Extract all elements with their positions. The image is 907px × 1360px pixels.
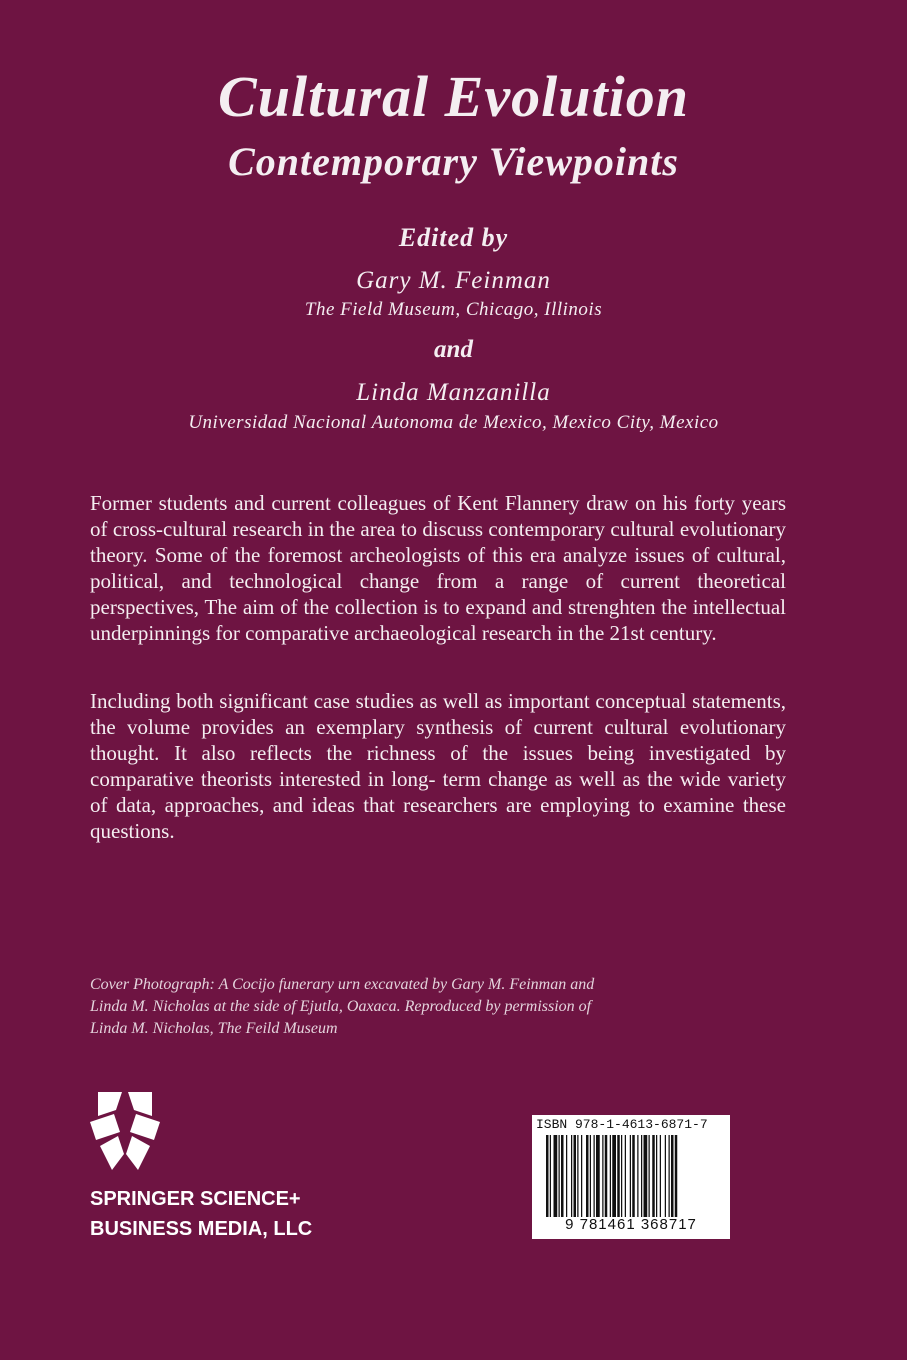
barcode-bar [660,1135,661,1217]
cover-credit-line-1: Cover Photograph: A Cocijo funerary urn excavated by Gary M. Feinman and [90,976,595,993]
publisher-line-2: BUSINESS MEDIA, LLC [90,1218,313,1240]
cover-credit-line-3: Linda M. Nicholas, The Feild Museum [90,1020,338,1037]
barcode-bar [554,1135,558,1217]
barcode-bar [644,1135,648,1217]
barcode-bar [602,1135,603,1217]
barcode-digits: 9 781461 368717 [565,1216,697,1233]
barcode-bar [574,1135,577,1217]
publisher-name [90,1184,312,1244]
barcode-bar [586,1135,589,1217]
barcode-bar [546,1135,549,1217]
barcode-bar [625,1135,626,1217]
barcode-bars-icon [544,1135,724,1217]
barcode-bar [605,1135,608,1217]
barcode-bar [610,1135,611,1217]
barcode-bar [656,1135,657,1217]
barcode-bar [671,1135,674,1217]
barcode-bar [621,1135,622,1217]
barcode-bar [596,1135,600,1217]
barcode-bar [577,1135,578,1217]
barcode-bar [594,1135,595,1217]
barcode-bar [590,1135,591,1217]
cover-credit [90,974,710,1040]
editor-name-1: Gary M. Feinman [356,267,551,294]
editor-affiliation-2: Universidad Nacional Autonoma de Mexico, Mexico City, Mexico [188,412,719,433]
barcode-bar [566,1135,567,1217]
springer-logo-icon [88,1088,162,1174]
publisher-line-1: SPRINGER SCIENCE+ [90,1188,301,1210]
book-subtitle: Contemporary Viewpoints [228,139,679,184]
blurb-paragraph-1: Former students and current colleagues of Kent Flannery draw on his forty years of cross-cultural research in the area to discuss contemporary cultural evolutionary theory. Some of the foremost archeologists of this era analyze issues of cultural, political, and technological change from a range of current theoretical perspectives, The aim of the collection is to expand and strenghten the intellectual underpinnings for comparative archaeological research in the 21st century. [90,491,786,645]
and-label: and [434,336,473,363]
barcode-bar [649,1135,650,1217]
blurb-paragraph-2: Including both significant case studies as well as important conceptual statements, the volume provides an exemplary synthesis of current cultural evolutionary thought. It also reflects the richness of the issues being investigated by comparative theorists interested in long- term change as well as the wide variety of data, approaches, and ideas that researchers are employing to examine these questions. [90,689,786,843]
barcode-bar [559,1135,560,1217]
isbn-barcode [532,1115,730,1239]
cover-credit-line-2: Linda M. Nicholas at the side of Ejutla, Oaxaca. Reproduced by permission of [90,998,592,1015]
isbn-label: ISBN 978-1-4613-6871-7 [536,1117,708,1132]
barcode-bar [571,1135,572,1217]
barcode-bar [581,1135,582,1217]
edited-by-label: Edited by [398,223,509,252]
barcode-bar [612,1135,616,1217]
barcode-bar [561,1135,564,1217]
editor-affiliation-1: The Field Museum, Chicago, Illinois [304,299,603,320]
barcode-bar [630,1135,631,1217]
barcode-bar [617,1135,620,1217]
barcode-bar [675,1135,678,1217]
barcode-bar [641,1135,642,1217]
barcode-bar [669,1135,670,1217]
barcode-bar [665,1135,666,1217]
book-title: Cultural Evolution [218,64,689,129]
barcode-bar [632,1135,635,1217]
barcode-bar [550,1135,551,1217]
barcode-bar [652,1135,655,1217]
editor-name-2: Linda Manzanilla [356,379,551,406]
barcode-bar [637,1135,638,1217]
